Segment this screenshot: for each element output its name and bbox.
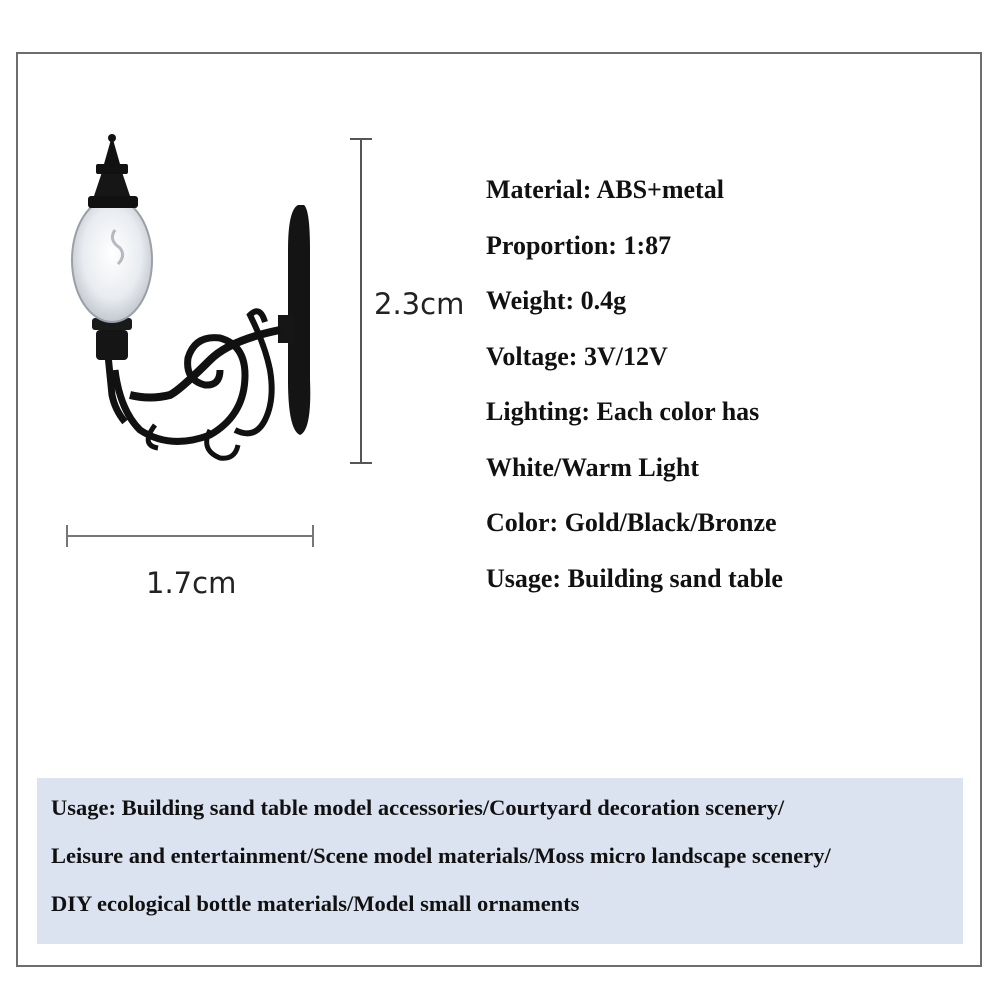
usage-line: DIY ecological bottle materials/Model small ornaments (51, 891, 580, 916)
width-dimension-line (66, 535, 314, 537)
spec-lighting: Lighting: Each color has (486, 397, 760, 426)
spec-proportion: Proportion: 1:87 (486, 230, 672, 260)
usage-line: Leisure and entertainment/Scene model materials/Moss micro landscape scenery/ (51, 843, 831, 868)
spec-voltage: Voltage: 3V/12V (486, 341, 668, 371)
spec-list (486, 162, 783, 606)
spec-lighting-continued: White/Warm Light (486, 452, 700, 482)
spec-color: Color: Gold/Black/Bronze (486, 508, 777, 537)
spec-usage: Usage: Building sand table (486, 563, 783, 593)
wall-lamp-image (60, 130, 330, 475)
height-dimension-line (360, 138, 362, 464)
spec-material: Material: ABS+metal (486, 175, 724, 204)
width-dimension-label: 1.7cm (146, 566, 237, 600)
usage-line: Usage: Building sand table model accessories/Courtyard decoration scenery/ (51, 795, 785, 820)
usage-description-box (37, 778, 963, 944)
spec-weight: Weight: 0.4g (486, 286, 627, 315)
height-dimension-label: 2.3cm (374, 287, 465, 321)
